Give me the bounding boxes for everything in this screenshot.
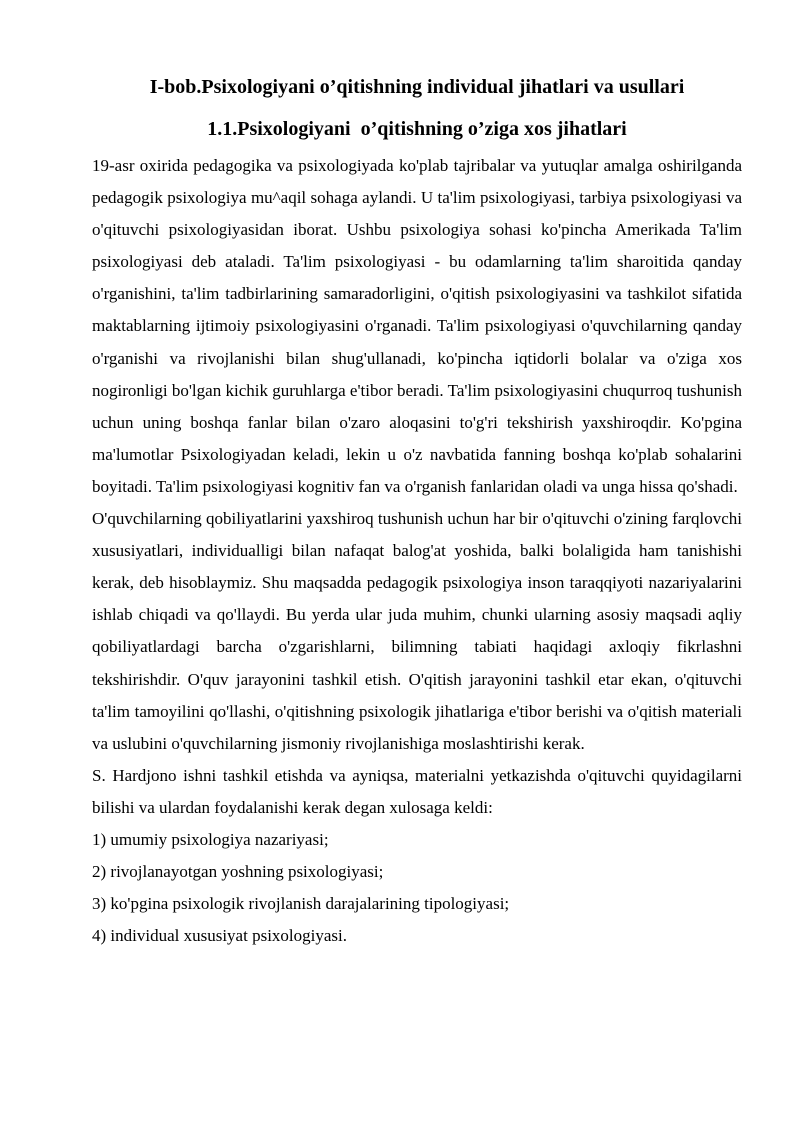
list-item: 1) umumiy psixologiya nazariyasi; xyxy=(92,829,329,849)
list-item: 2) rivojlanayotgan yoshning psixologiyasi; xyxy=(92,862,384,882)
document-page xyxy=(92,72,742,952)
paragraph-students: O'quvchilarning qobiliyatlarini yaxshiroq tushunish uchun har bir o'qituvchi o'zining farqlovchi xususiyatlari, individualligi bilan nafaqat balog'at yoshida, balki bolaligida ham tanishishi kerak, deb hisoblaymiz. Shu maqsadda pedagogik psixologiya inson taraqqiyoti nazariyalarini ishlab chiqadi va qo'llaydi. Bu yerda ular juda muhim, chunki ularning asosiy maqsadi aqliy qobiliyatlardagi barcha o'zgarishlarni, bilimning tabiati haqidagi axloqiy fikrlashni tekshirishdir. O'quv jarayonini tashkil etish. O'qitish jarayonini tashkil etar ekan, o'qituvchi ta'lim tamoyilini qo'llashi, o'qitishning psixologik jihatlariga e'tibor berishi va o'qitish materiali va uslubini o'quvchilarning jismoniy rivojlanishiga moslashtirishi kerak. xyxy=(92,509,742,753)
section-title: 1.1.Psixologiyani o’qitishning o’ziga xos jihatlari xyxy=(207,118,627,140)
list-item: 4) individual xususiyat psixologiyasi. xyxy=(92,926,347,946)
paragraph-hardjono: S. Hardjono ishni tashkil etishda va ayniqsa, materialni yetkazishda o'qituvchi quyidagilarni bilishi va ulardan foydalanishi kerak degan xulosaga keldi: xyxy=(92,765,742,817)
list-item: 3) ko'pgina psixologik rivojlanish darajalarining tipologiyasi; xyxy=(92,894,510,914)
chapter-title: I-bob.Psixologiyani o’qitishning individual jihatlari va usullari xyxy=(149,76,685,98)
paragraph-intro: 19-asr oxirida pedagogika va psixologiyada ko'plab tajribalar va yutuqlar amalga oshirilganda pedagogik psixologiya mu^aqil sohaga aylandi. U ta'lim psixologiyasi, tarbiya psixologiyasi va o'qituvchi psixologiyasidan iborat. Ushbu psixologiya sohasi ko'pincha Amerikada Ta'lim psixologiyasi deb ataladi. Ta'lim psixologiyasi - bu odamlarning ta'lim sharoitida qanday o'rganishini, ta'lim tadbirlarining samaradorligini, o'qitish psixologiyasini va tashkilot sifatida maktablarning ijtimoiy psixologiyasini o'rganadi. Ta'lim psixologiyasi o'quvchilarning qanday o'rganishi va rivojlanishi bilan shug'ullanadi, ko'pincha iqtidorli bolalar va o'ziga xos nogironligi bo'lgan kichik guruhlarga e'tibor beradi. Ta'lim psixologiyasini chuqurroq tushunish uchun uning boshqa fanlar bilan o'zaro aloqasini to'g'ri tekshirish yaxshiroqdir. Ko'pgina ma'lumotlar Psixologiyadan keladi, lekin u o'z navbatida fanning boshqa ko'plab sohalarini boyitadi. Ta'lim psixologiyasi kognitiv fan va o'rganish fanlaridan oladi va unga hissa qo'shadi. xyxy=(92,156,742,496)
